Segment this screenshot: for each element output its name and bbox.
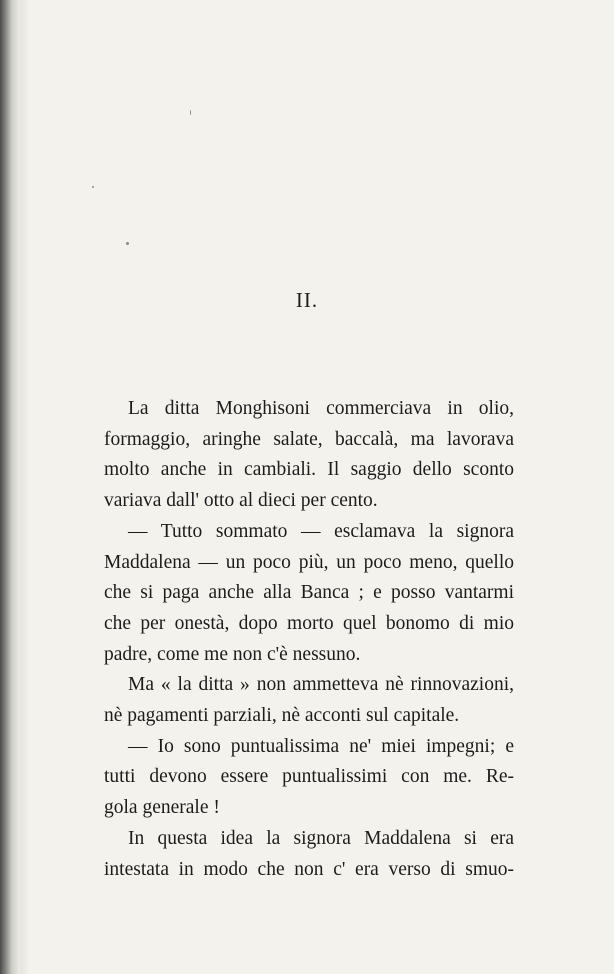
chapter-heading: II.	[295, 288, 319, 312]
binding-shadow	[20, 0, 30, 974]
text-line: che per onestà, dopo morto quel bonomo di mio	[104, 612, 514, 634]
text-line: nè pagamenti parziali, nè acconti sul capitale.	[104, 705, 460, 727]
paragraph	[104, 670, 514, 731]
text-line: gola generale !	[104, 797, 220, 819]
paragraph	[104, 824, 514, 885]
paper-speck	[190, 110, 191, 115]
body-text	[104, 394, 514, 885]
text-line: formaggio, aringhe salate, baccalà, ma lavorava	[104, 428, 514, 450]
paper-speck	[92, 186, 94, 188]
page-binding-edge	[0, 0, 20, 974]
text-line: variava dall' otto al dieci per cento.	[104, 490, 378, 512]
text-line: Ma « la ditta » non ammetteva nè rinnovazioni,	[128, 674, 514, 696]
text-line: — Tutto sommato — esclamava la signora	[128, 520, 514, 542]
paragraph	[104, 732, 514, 824]
text-line: — Io sono puntualissima ne' miei impegni; e	[128, 735, 514, 757]
paragraph	[104, 517, 514, 671]
text-line: tutti devono essere puntualissimi con me. Re-	[104, 766, 514, 788]
text-line: padre, come me non c'è nessuno.	[104, 643, 361, 665]
text-line: intestata in modo che non c' era verso di smuo-	[104, 858, 514, 880]
text-line: Maddalena — un poco più, un poco meno, quello	[104, 551, 514, 573]
text-line: In questa idea la signora Maddalena si era	[128, 827, 514, 849]
paragraph	[104, 394, 514, 517]
paper-speck	[126, 242, 129, 245]
text-line: molto anche in cambiali. Il saggio dello sconto	[104, 459, 514, 481]
text-line: La ditta Monghisoni commerciava in olio,	[128, 398, 514, 419]
text-line: che si paga anche alla Banca ; e posso vantarmi	[104, 582, 514, 604]
